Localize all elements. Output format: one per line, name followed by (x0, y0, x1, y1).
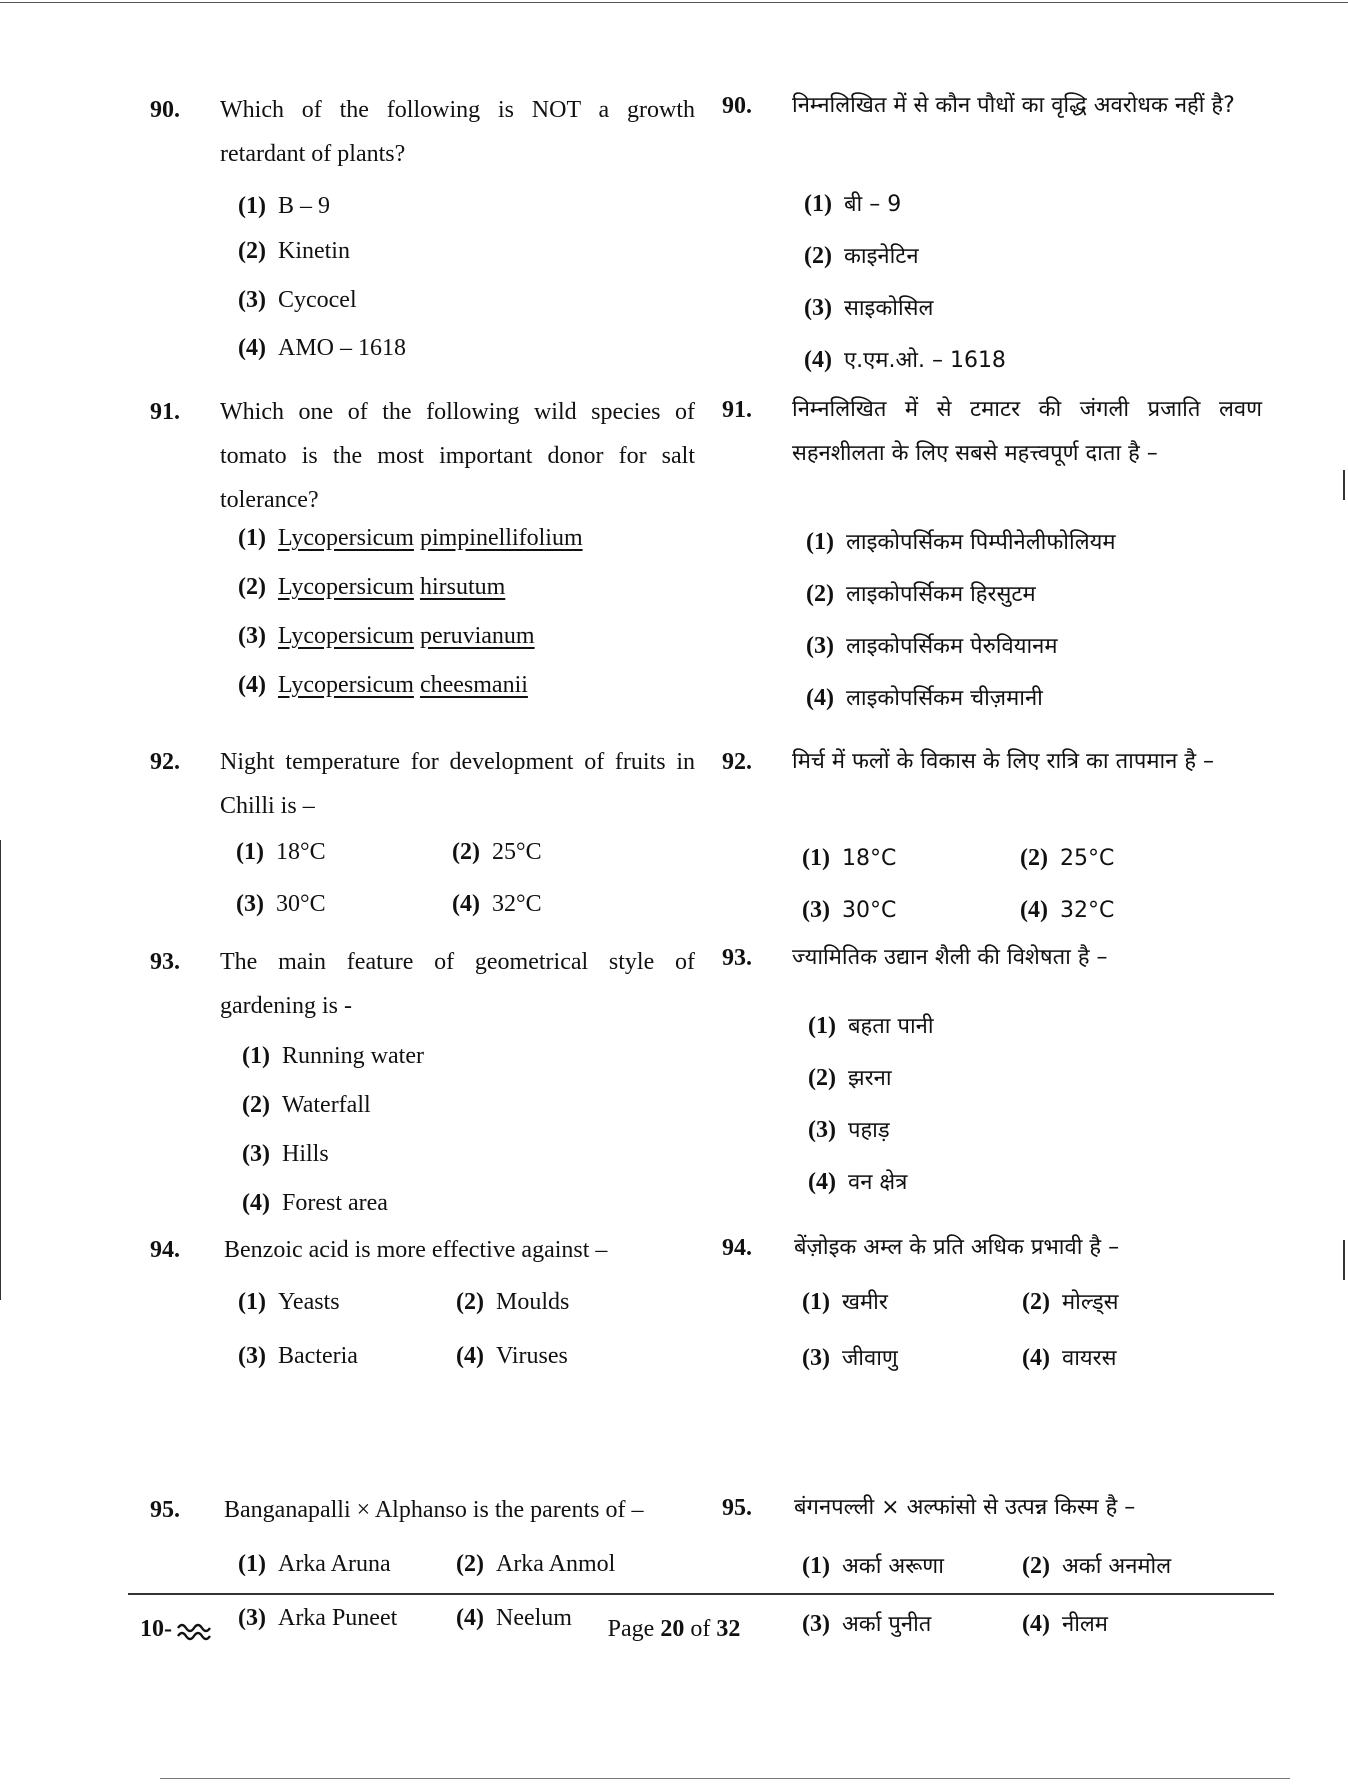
option-4: (4) वायरस (1022, 1345, 1117, 1371)
option-2: (2) Moulds (456, 1289, 570, 1315)
option-1: (1) बहता पानी (808, 1013, 934, 1039)
bottom-border (160, 1778, 1290, 1779)
option-3: (3) जीवाणु (802, 1345, 898, 1371)
booklet-code: 10- (140, 1612, 212, 1646)
question-number: 91. (150, 399, 180, 425)
question-text: ज्यामितिक उद्यान शैली की विशेषता है – (792, 945, 1108, 970)
option-3: (3) 30°C (236, 891, 326, 917)
option-4: (4) Viruses (456, 1343, 568, 1369)
option-1: (1) अर्का अरूणा (802, 1553, 944, 1579)
option-3: (3) अर्का पुनीत (802, 1611, 932, 1637)
option-2: (2) झरना (808, 1065, 892, 1091)
question-number: 93. (722, 945, 752, 971)
option-2: (2) अर्का अनमोल (1022, 1553, 1172, 1579)
option-3: (3) Lycopersicum peruvianum (238, 623, 535, 649)
option-4: (4) Lycopersicum cheesmanii (238, 672, 528, 698)
option-3: (3) Bacteria (238, 1343, 358, 1369)
question-number: 95. (150, 1497, 180, 1523)
option-2: (2) Kinetin (238, 238, 350, 264)
question-text: बंगनपल्ली × अल्फांसो से उत्पन्न किस्म है – (794, 1495, 1136, 1520)
option-1: (1) Arka Aruna (238, 1551, 391, 1577)
option-4: (4) AMO – 1618 (238, 335, 406, 361)
question-text: मिर्च में फलों के विकास के लिए रात्रि का तापमान है – (792, 749, 1215, 774)
question-text: Benzoic acid is more effective against – (224, 1237, 608, 1263)
question-number: 90. (722, 93, 752, 119)
option-4: (4) नीलम (1022, 1611, 1108, 1637)
option-1: (1) 18°C (236, 839, 326, 865)
option-1: (1) Yeasts (238, 1289, 340, 1315)
page-number: Page 20 of 32 (607, 1616, 741, 1642)
option-2: (2) लाइकोपर्सिकम हिरसुटम (806, 581, 1036, 607)
question-number: 90. (150, 97, 180, 123)
option-2: (2) Lycopersicum hirsutum (238, 574, 506, 600)
option-3: (3) Cycocel (238, 287, 357, 313)
option-1: (1) खमीर (802, 1289, 888, 1315)
left-edge-shadow (0, 840, 1, 1300)
option-1: (1) B – 9 (238, 193, 330, 219)
option-4: (4) लाइकोपर्सिकम चीज़मानी (806, 685, 1043, 711)
option-2: (2) 25°C (452, 839, 542, 865)
question-number: 95. (722, 1495, 752, 1521)
option-1: (1) लाइकोपर्सिकम पिम्पीनेलीफोलियम (806, 529, 1116, 555)
option-4: (4) 32°C (452, 891, 542, 917)
option-2: (2) Waterfall (242, 1092, 371, 1118)
option-3: (3) लाइकोपर्सिकम पेरुवियानम (806, 633, 1058, 659)
question-text: Banganapalli × Alphanso is the parents of – (224, 1497, 644, 1523)
question-text: The main feature of geometrical style of gardening is - (220, 949, 695, 1019)
question-number: 94. (722, 1235, 752, 1261)
option-1: (1) 18°C (802, 845, 897, 871)
top-border (0, 2, 1348, 3)
question-number: 94. (150, 1237, 180, 1263)
footer-divider (128, 1593, 1274, 1595)
right-edge-mark (1343, 470, 1345, 500)
option-2: (2) Arka Anmol (456, 1551, 616, 1577)
question-text: निम्नलिखित में से टमाटर की जंगली प्रजाति लवण सहनशीलता के लिए सबसे महत्त्वपूर्ण दाता है – (792, 397, 1262, 466)
option-2: (2) मोल्ड्स (1022, 1289, 1119, 1315)
option-3: (3) 30°C (802, 897, 897, 923)
option-4: (4) Forest area (242, 1190, 388, 1216)
question-text: निम्नलिखित में से कौन पौधों का वृद्धि अवरोधक नहीं है? (792, 93, 1235, 118)
question-number: 92. (150, 749, 180, 775)
option-3: (3) पहाड़ (808, 1117, 890, 1143)
option-3: (3) साइकोसिल (804, 295, 934, 321)
option-4: (4) वन क्षेत्र (808, 1169, 908, 1195)
question-number: 91. (722, 397, 752, 423)
question-text: Which one of the following wild species of tomato is the most important donor for salt tolerance? (220, 399, 695, 513)
option-4: (4) Neelum (456, 1605, 572, 1631)
option-1: (1) बी – 9 (804, 191, 902, 217)
option-2: (2) 25°C (1020, 845, 1115, 871)
question-number: 93. (150, 949, 180, 975)
option-1: (1) Lycopersicum pimpinellifolium (238, 525, 583, 551)
option-3: (3) Arka Puneet (238, 1605, 398, 1631)
option-4: (4) 32°C (1020, 897, 1115, 923)
option-3: (3) Hills (242, 1141, 329, 1167)
question-number: 92. (722, 749, 752, 775)
question-text: Which of the following is NOT a growth retardant of plants? (220, 97, 695, 167)
option-4: (4) ए.एम.ओ. – 1618 (804, 347, 1006, 373)
question-text: Night temperature for development of fruits in Chilli is – (220, 749, 695, 819)
question-text: बेंज़ोइक अम्ल के प्रति अधिक प्रभावी है – (794, 1235, 1120, 1260)
option-2: (2) काइनेटिन (804, 243, 919, 269)
right-edge-mark-lower (1343, 1240, 1345, 1280)
option-1: (1) Running water (242, 1043, 424, 1069)
